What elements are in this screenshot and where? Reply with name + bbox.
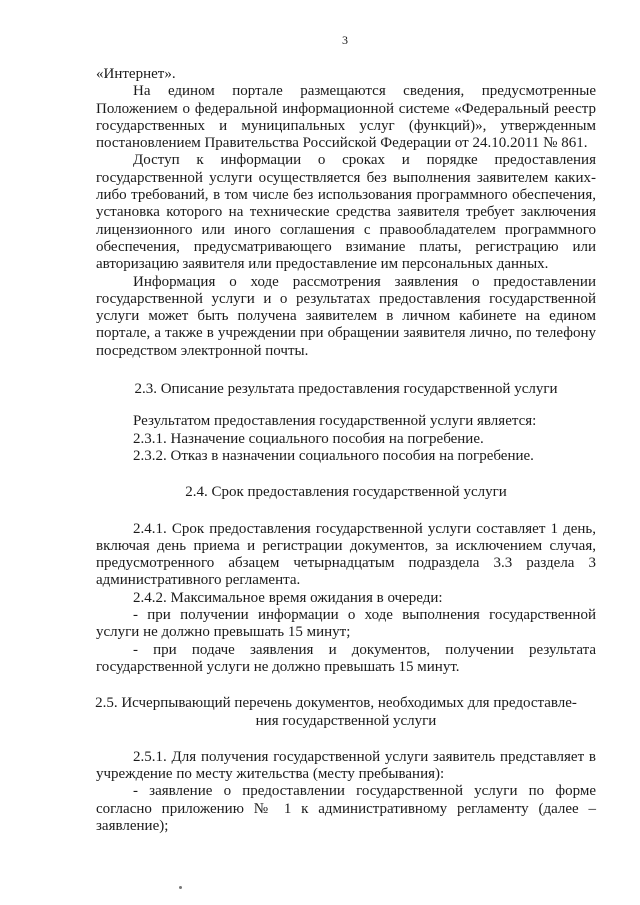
paragraph-application-form: - заявление о предоставлении государственной услуги по форме согласно приложению № 1 к административному регламенту (далее – заявление); xyxy=(96,783,596,834)
paragraph-2-4-1: 2.4.1. Срок предоставления государственной услуги составляет 1 день, включая день приема и регистрации документов, за исключением случая, предусмотренного абзацем четырнадцатым подраздела 3.3 раздела 3 административного регламента. xyxy=(96,520,596,589)
section-heading-2-5-line2: ния государственной услуги xyxy=(255,712,437,729)
paragraph-continuation: «Интернет». xyxy=(96,66,176,82)
document-body xyxy=(96,66,596,835)
scan-speck xyxy=(179,886,182,889)
paragraph-access-info: Доступ к информации о сроках и порядке предоставления государственной услуги осуществляется без выполнения заявителем каких-либо требований, в том числе без использования программного обеспечения, установка которого на технические средства заявителя требует заключения лицензионного или иного соглашения с правообладателем программного обеспечения, предусматривающего взимание платы, регистрацию или авторизацию заявителя или предоставление им персональных данных. xyxy=(96,152,596,273)
paragraph-2-5-1: 2.5.1. Для получения государственной услуги заявитель представляет в учреждение по месту жительства (месту пребывания): xyxy=(96,748,596,783)
paragraph-progress-info: Информация о ходе рассмотрения заявления о предоставлении государственной услуги и о результатах предоставления государственной услуги может быть получена заявителем в личном кабинете на едином портале, а также в учреждении при обращении заявителя лично, по телефону посредством электронной почты. xyxy=(96,273,596,359)
page-number: 3 xyxy=(342,33,348,47)
section-heading-2-5-line1: 2.5. Исчерпывающий перечень документов, необходимых для предоставле- xyxy=(95,695,577,712)
paragraph-2-4-2: 2.4.2. Максимальное время ожидания в очереди: xyxy=(133,589,443,606)
section-heading-2-3: 2.3. Описание результата предоставления государственной услуги xyxy=(134,381,558,398)
section-heading-2-5 xyxy=(96,695,596,730)
paragraph-result-2-3-1: 2.3.1. Назначение социального пособия на погребение. xyxy=(133,430,484,447)
paragraph-wait-info: - при получении информации о ходе выполнения государственной услуги не должно превышать 15 минут; xyxy=(96,607,596,641)
paragraph-portal-info: На едином портале размещаются сведения, предусмотренные Положением о федеральной информационной системе «Федеральный реестр государственных и муниципальных услуг (функций)», утвержденным постановлением Правительства Российской Федерации от 24.10.2011 № 861. xyxy=(96,83,596,152)
paragraph-wait-docs: - при подаче заявления и документов, получении результата государственной услуги не должно превышать 15 минут. xyxy=(96,641,596,675)
paragraph-result-2-3-2: 2.3.2. Отказ в назначении социального пособия на погребение. xyxy=(133,447,534,464)
paragraph-result-intro: Результатом предоставления государственной услуги является: xyxy=(133,413,537,430)
section-heading-2-4: 2.4. Срок предоставления государственной услуги xyxy=(185,484,507,501)
